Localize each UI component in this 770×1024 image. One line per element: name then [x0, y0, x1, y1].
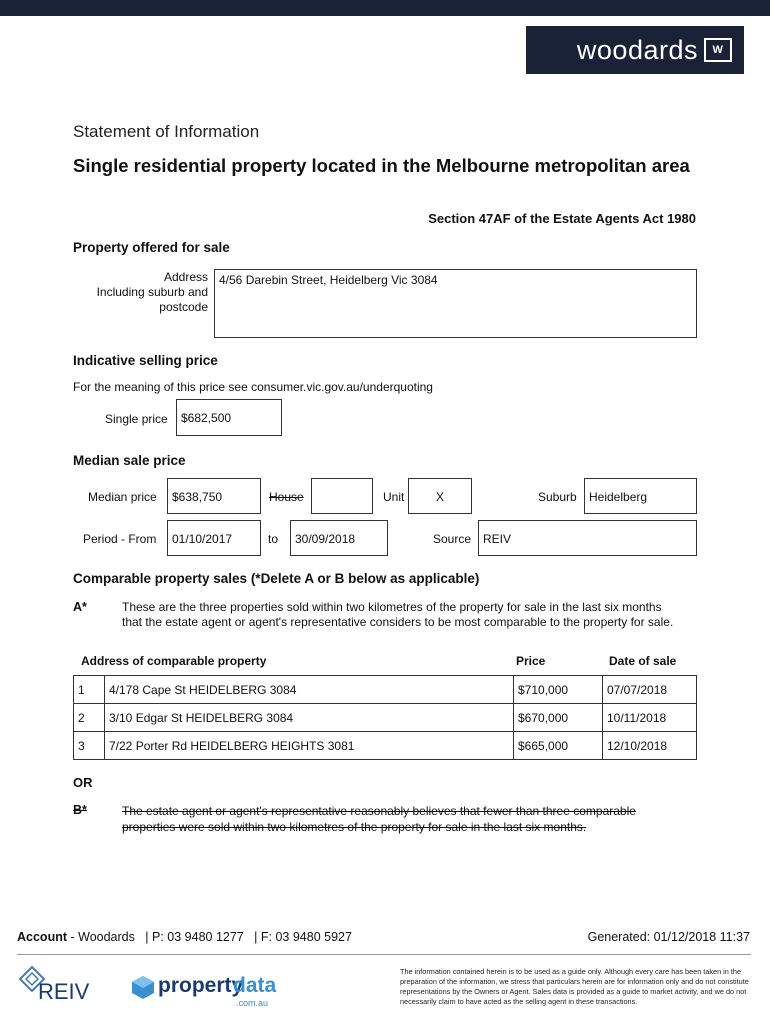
- comparable-table: [73, 675, 697, 760]
- option-a-text: These are the three properties sold within two kilometres of the property for sale in the last six months that the estate agent or agent's representative considers to be most comparable to the property for sale.: [122, 600, 674, 629]
- col-date-header: Date of sale: [609, 654, 677, 668]
- row-address: 3/10 Edgar St HEIDELBERG 3084: [105, 704, 514, 732]
- house-field[interactable]: [311, 478, 373, 514]
- option-a-label: A*: [73, 600, 87, 614]
- underquoting-note: For the meaning of this price see consumer.vic.gov.au/underquoting: [73, 380, 433, 394]
- account-label: Account: [17, 930, 67, 944]
- logo-mark-icon: W: [704, 38, 732, 62]
- address-label-line3: postcode: [159, 300, 208, 314]
- option-b-text: The estate agent or agent's representative reasonably believes that fewer than three comparable properties were sold within two kilometres of the property for sale in the last six months.: [122, 804, 636, 834]
- logo-text: woodards: [576, 34, 698, 65]
- row-address: 4/178 Cape St HEIDELBERG 3084: [105, 676, 514, 704]
- address-label-line2: Including suburb and: [96, 285, 208, 299]
- row-price: $670,000: [514, 704, 603, 732]
- woodards-logo: [526, 26, 744, 74]
- row-address: 7/22 Porter Rd HEIDELBERG HEIGHTS 3081: [105, 732, 514, 760]
- period-to-field[interactable]: 30/09/2018: [290, 520, 388, 556]
- col-address-header: Address of comparable property: [81, 654, 267, 668]
- account-details: - Woodards | P: 03 9480 1277 | F: 03 9480 5927: [70, 930, 352, 944]
- footer-divider: [17, 954, 751, 955]
- table-row: [74, 732, 697, 760]
- row-price: $665,000: [514, 732, 603, 760]
- suburb-field[interactable]: Heidelberg: [584, 478, 697, 514]
- table-row: [74, 704, 697, 732]
- unit-label: Unit: [383, 490, 405, 504]
- address-label-line1: Address: [163, 270, 208, 284]
- reiv-logo: [18, 965, 98, 1005]
- source-label: Source: [433, 532, 472, 546]
- row-number: 1: [74, 676, 105, 704]
- period-label: Period - From: [83, 532, 157, 546]
- row-date: 10/11/2018: [603, 704, 697, 732]
- generated-timestamp: Generated: 01/12/2018 11:37: [587, 930, 750, 944]
- propertydata-sub: .com.au: [236, 998, 269, 1008]
- propertydata-text-1: property: [158, 974, 244, 997]
- to-label: to: [268, 532, 279, 546]
- reiv-text: REIV: [38, 979, 90, 1004]
- footer-account: [17, 930, 352, 944]
- house-label: House: [269, 490, 304, 504]
- disclaimer-text: The information contained herein is to be used as a guide only. Although every care has been taken in the preparation of the information, we stress that particulars herein are for information only and do not constitute representations by the Owners or Agent. Sales data is provided as a guide to market activity, and we do not necessarily claim to have acted as the selling agent in these transactions.: [400, 967, 749, 1006]
- single-price-field[interactable]: $682,500: [176, 399, 282, 436]
- suburb-label: Suburb: [538, 490, 577, 504]
- col-price-header: Price: [516, 654, 546, 668]
- row-date: 12/10/2018: [603, 732, 697, 760]
- address-field[interactable]: 4/56 Darebin Street, Heidelberg Vic 3084: [214, 269, 697, 338]
- property-heading: Property offered for sale: [73, 240, 230, 255]
- row-date: 07/07/2018: [603, 676, 697, 704]
- comparable-heading: Comparable property sales (*Delete A or B below as applicable): [73, 571, 480, 586]
- unit-field[interactable]: X: [408, 478, 472, 514]
- row-number: 3: [74, 732, 105, 760]
- period-from-field[interactable]: 01/10/2017: [167, 520, 261, 556]
- top-banner: [0, 0, 770, 16]
- propertydata-cube-icon: [130, 974, 156, 1000]
- single-price-label: Single price: [105, 412, 168, 426]
- page-title: Single residential property located in the Melbourne metropolitan area: [73, 155, 690, 176]
- propertydata-text-2: data: [233, 974, 277, 997]
- option-b-label: B*: [73, 803, 87, 817]
- median-price-field[interactable]: $638,750: [167, 478, 261, 514]
- section-reference: Section 47AF of the Estate Agents Act 1980: [428, 211, 696, 226]
- statement-heading: Statement of Information: [73, 122, 260, 141]
- indicative-heading: Indicative selling price: [73, 353, 218, 368]
- or-label: OR: [73, 775, 93, 790]
- source-field[interactable]: REIV: [478, 520, 697, 556]
- row-number: 2: [74, 704, 105, 732]
- median-price-label: Median price: [88, 490, 157, 504]
- address-label: [60, 270, 208, 315]
- propertydata-logo: [130, 972, 280, 1008]
- median-heading: Median sale price: [73, 453, 186, 468]
- row-price: $710,000: [514, 676, 603, 704]
- table-row: [74, 676, 697, 704]
